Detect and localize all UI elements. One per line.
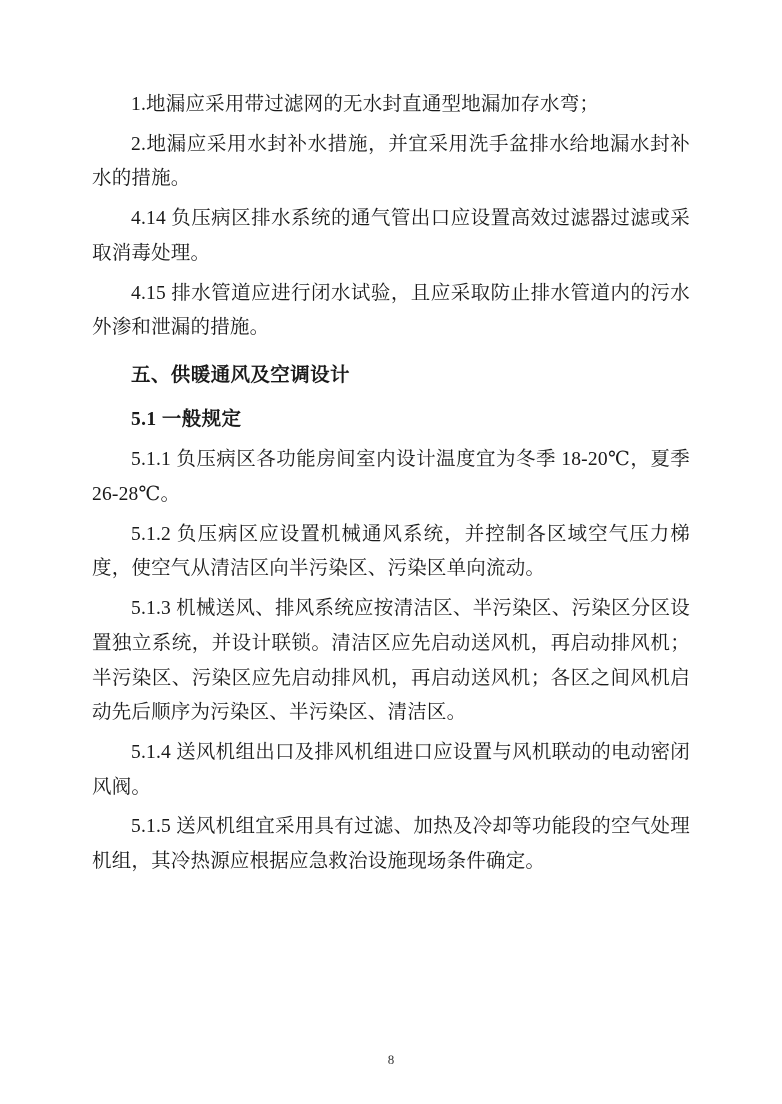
subsection-heading-5-1: 5.1 一般规定 bbox=[131, 408, 242, 430]
paragraph-floor-drain-1: 1.地漏应采用带过滤网的无水封直通型地漏加存水弯； bbox=[131, 94, 600, 115]
paragraph-5-1-5: 5.1.5 送风机组宜采用具有过滤、加热及冷却等功能段的空气处理机组，其冷热源应根据应急救治设施现场条件确定。 bbox=[92, 816, 690, 873]
paragraph-5-1-1: 5.1.1 负压病区各功能房间室内设计温度宜为冬季 18-20℃，夏季 26-28℃。 bbox=[92, 449, 690, 506]
document-body bbox=[92, 88, 690, 880]
paragraph-floor-drain-2: 2.地漏应采用水封补水措施，并宜采用洗手盆排水给地漏水封补水的措施。 bbox=[92, 133, 690, 190]
section-heading-five: 五、供暖通风及空调设计 bbox=[131, 364, 350, 386]
paragraph-5-1-3: 5.1.3 机械送风、排风系统应按清洁区、半污染区、污染区分区设置独立系统，并设计联锁。清洁区应先启动送风机，再启动排风机；半污染区、污染区应先启动排风机，再启动送风机；各区之间风机启动先后顺序为污染区、半污染区、清洁区。 bbox=[92, 598, 690, 724]
paragraph-4-14: 4.14 负压病区排水系统的通气管出口应设置高效过滤器过滤或采取消毒处理。 bbox=[92, 208, 690, 264]
page-number: 8 bbox=[387, 1052, 395, 1067]
paragraph-4-15: 4.15 排水管道应进行闭水试验，且应采取防止排水管道内的污水外渗和泄漏的措施。 bbox=[92, 282, 690, 339]
paragraph-5-1-4: 5.1.4 送风机组出口及排风机组进口应设置与风机联动的电动密闭风阀。 bbox=[92, 741, 690, 798]
paragraph-5-1-2: 5.1.2 负压病区应设置机械通风系统，并控制各区域空气压力梯度，使空气从清洁区向半污染区、污染区单向流动。 bbox=[92, 523, 690, 580]
